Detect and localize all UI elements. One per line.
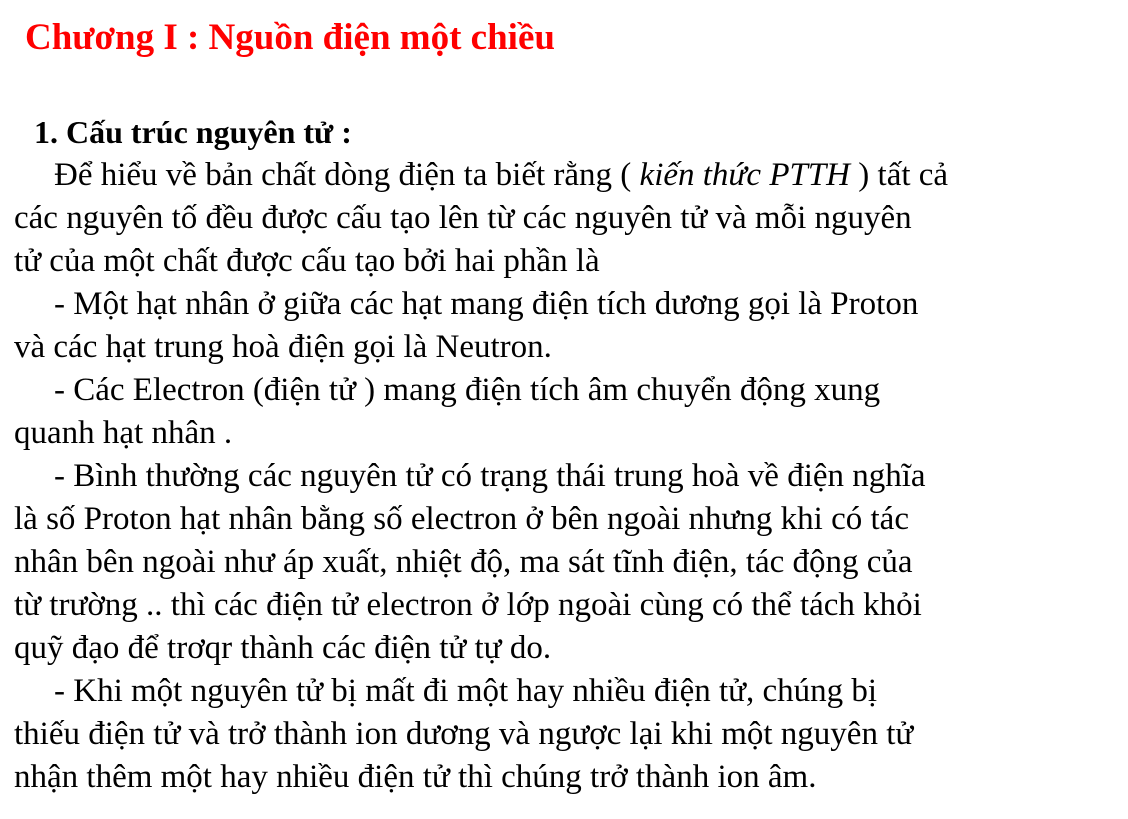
bullet-neutral-line-4: từ trường .. thì các điện tử electron ở lớp ngoài cùng có thể tách khỏi — [14, 587, 922, 623]
intro-paragraph-line-2: các nguyên tố đều được cấu tạo lên từ các nguyên tử và mỗi nguyên — [14, 200, 912, 236]
bullet-proton-line-2: và các hạt trung hoà điện gọi là Neutron. — [14, 329, 552, 365]
bullet-neutral-line-3: nhân bên ngoài như áp xuất, nhiệt độ, ma sát tĩnh điện, tác động của — [14, 544, 913, 580]
bullet-ion-line-2: thiếu điện tử và trở thành ion dương và ngược lại khi một nguyên tử — [14, 716, 914, 752]
bullet-ion-line-3: nhận thêm một hay nhiều điện tử thì chúng trở thành ion âm. — [14, 759, 817, 795]
intro-paragraph-line-1 — [14, 154, 1124, 197]
bullet-neutral-line-1: - Bình thường các nguyên tử có trạng thái trung hoà về điện nghĩa — [54, 458, 926, 494]
bullet-ion-line-1: - Khi một nguyên tử bị mất đi một hay nhiều điện tử, chúng bị — [54, 673, 878, 709]
section-heading: 1. Cấu trúc nguyên tử : — [34, 114, 352, 150]
bullet-electron-line-2: quanh hạt nhân . — [14, 415, 233, 451]
intro-text-before-italic: Để hiểu về bản chất dòng điện ta biết rằng ( — [54, 157, 640, 193]
bullet-proton-line-1: - Một hạt nhân ở giữa các hạt mang điện tích dương gọi là Proton — [54, 286, 919, 322]
chapter-title: Chương I : Nguồn điện một chiều — [25, 17, 555, 58]
intro-paragraph-line-3: tử của một chất được cấu tạo bởi hai phần là — [14, 243, 600, 279]
intro-text-after-italic: ) tất cả — [850, 157, 949, 193]
bullet-electron-line-1: - Các Electron (điện tử ) mang điện tích âm chuyển động xung — [54, 372, 881, 408]
intro-italic-note: kiến thức PTTH — [639, 157, 851, 193]
body-text — [14, 154, 1124, 799]
bullet-neutral-line-2: là số Proton hạt nhân bằng số electron ở bên ngoài nhưng khi có tác — [14, 501, 909, 537]
bullet-neutral-line-5: quỹ đạo để trơqr thành các điện tử tự do. — [14, 630, 552, 666]
